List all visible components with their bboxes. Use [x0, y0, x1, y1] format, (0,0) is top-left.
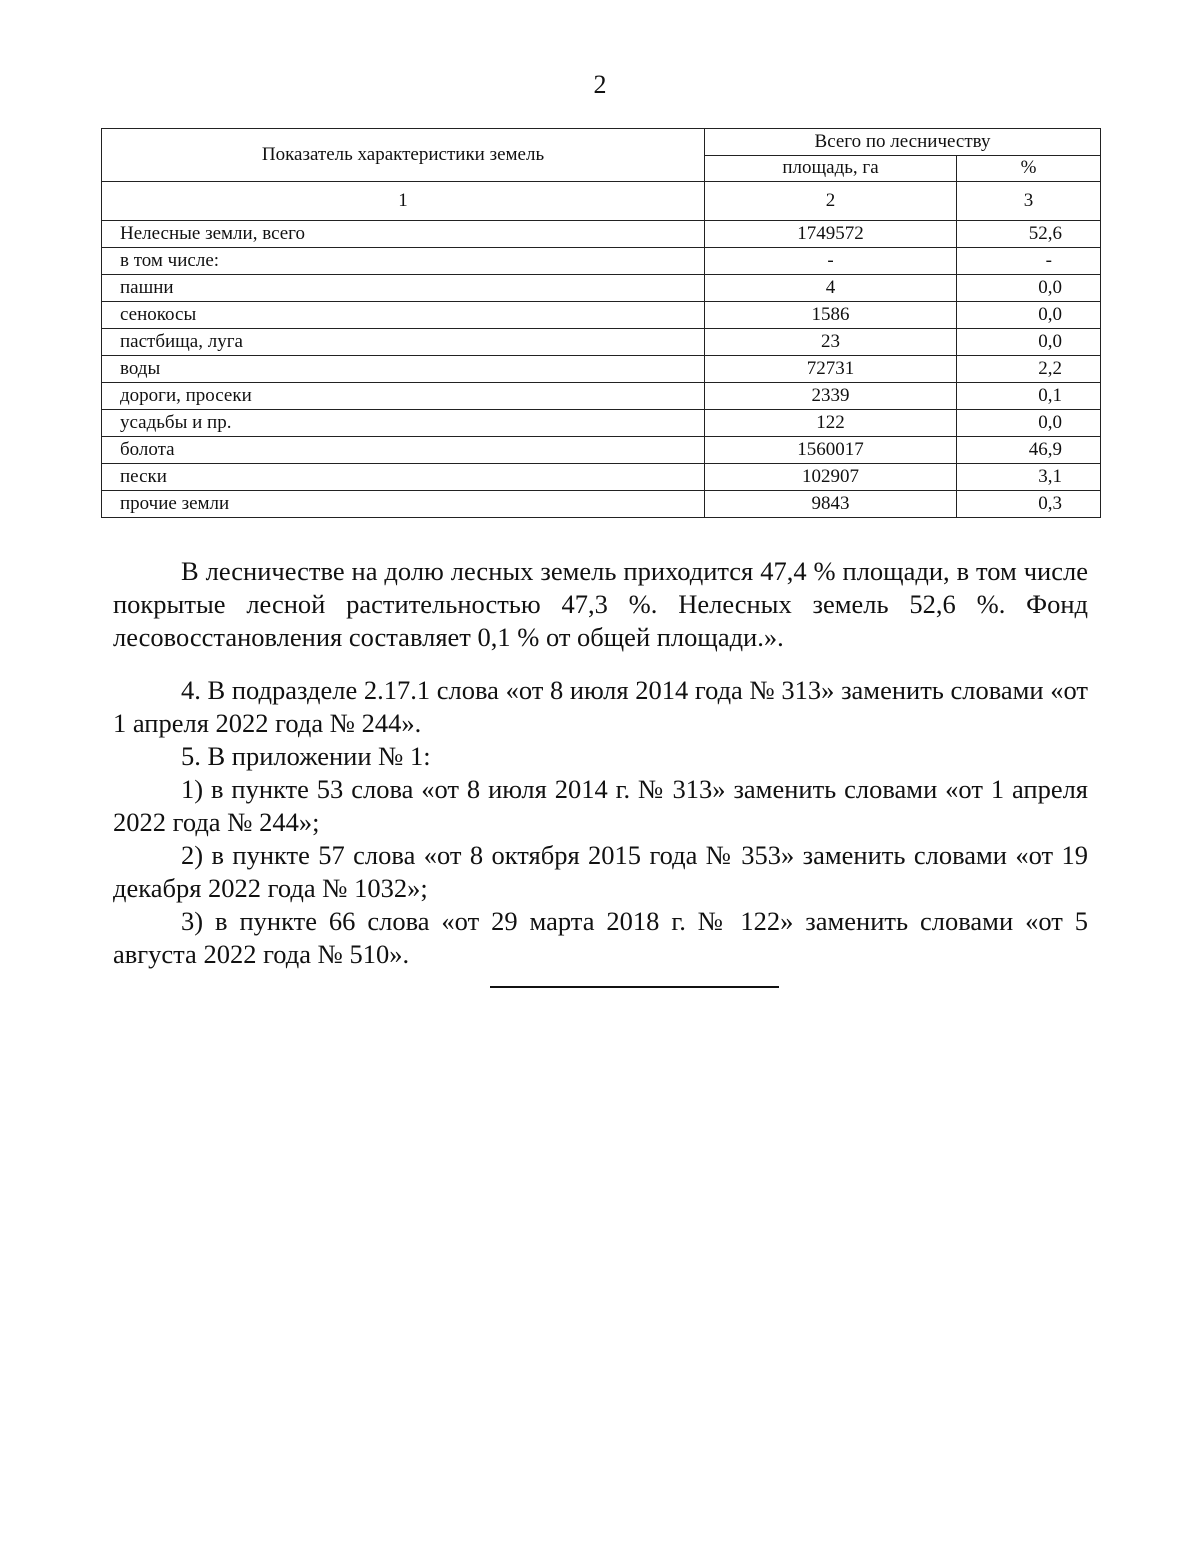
row-name: пашни	[102, 275, 705, 302]
row-percent: 0,0	[957, 275, 1101, 302]
page-number: 2	[593, 70, 607, 99]
row-area: -	[705, 248, 957, 275]
paragraph-item-4: 4. В подразделе 2.17.1 слова «от 8 июля 2014 года № 313» заменить словами «от 1 апреля 2022 года № 244».	[113, 675, 1088, 738]
row-name: пески	[102, 464, 705, 491]
row-percent: 0,0	[957, 410, 1101, 437]
column-number-2: 2	[705, 182, 957, 221]
row-area: 23	[705, 329, 957, 356]
row-name: воды	[102, 356, 705, 383]
table-row	[102, 491, 1101, 518]
row-percent: 46,9	[957, 437, 1101, 464]
row-area: 72731	[705, 356, 957, 383]
row-percent: 0,3	[957, 491, 1101, 518]
row-name: прочие земли	[102, 491, 705, 518]
table-row	[102, 437, 1101, 464]
table-row	[102, 410, 1101, 437]
row-percent: -	[957, 248, 1101, 275]
row-area: 122	[705, 410, 957, 437]
row-area: 4	[705, 275, 957, 302]
header-indicator: Показатель характеристики земель	[102, 129, 705, 182]
table-row	[102, 248, 1101, 275]
row-area: 1586	[705, 302, 957, 329]
header-area: площадь, га	[705, 155, 957, 182]
document-body	[113, 555, 1088, 971]
row-name: в том числе:	[102, 248, 705, 275]
table-row	[102, 275, 1101, 302]
row-area: 9843	[705, 491, 957, 518]
table-row	[102, 221, 1101, 248]
row-name: болота	[102, 437, 705, 464]
table-row	[102, 464, 1101, 491]
row-percent: 0,1	[957, 383, 1101, 410]
paragraph-subitem-1: 1) в пункте 53 слова «от 8 июля 2014 г. № 313» заменить словами «от 1 апреля 2022 года № 244»;	[113, 774, 1088, 837]
row-percent: 52,6	[957, 221, 1101, 248]
row-name: Нелесные земли, всего	[102, 221, 705, 248]
header-percent: %	[957, 155, 1101, 182]
header-total-group: Всего по лесничеству	[705, 129, 1101, 156]
row-percent: 2,2	[957, 356, 1101, 383]
row-area: 1560017	[705, 437, 957, 464]
paragraph-subitem-2: 2) в пункте 57 слова «от 8 октября 2015 года № 353» заменить словами «от 19 декабря 2022 года № 1032»;	[113, 840, 1088, 903]
row-area: 1749572	[705, 221, 957, 248]
paragraph-item-5: 5. В приложении № 1:	[181, 741, 431, 771]
row-percent: 3,1	[957, 464, 1101, 491]
land-characteristics-table	[101, 128, 1101, 518]
column-number-3: 3	[957, 182, 1101, 221]
table-row	[102, 356, 1101, 383]
row-percent: 0,0	[957, 302, 1101, 329]
paragraph-subitem-3: 3) в пункте 66 слова «от 29 марта 2018 г. № 122» заменить словами «от 5 августа 2022 года № 510».	[113, 906, 1088, 969]
row-name: пастбища, луга	[102, 329, 705, 356]
row-name: сенокосы	[102, 302, 705, 329]
row-area: 2339	[705, 383, 957, 410]
row-percent: 0,0	[957, 329, 1101, 356]
table-row	[102, 383, 1101, 410]
table-row	[102, 302, 1101, 329]
column-number-1: 1	[102, 182, 705, 221]
end-rule	[490, 986, 779, 988]
row-name: усадьбы и пр.	[102, 410, 705, 437]
row-area: 102907	[705, 464, 957, 491]
table-row	[102, 329, 1101, 356]
row-name: дороги, просеки	[102, 383, 705, 410]
paragraph-forest-share: В лесничестве на долю лесных земель приходится 47,4 % площади, в том числе покрытые лесной растительностью 47,3 %. Нелесных земель 52,6 %. Фонд лесовосстановления составляет 0,1 % от общей площади.».	[113, 556, 1088, 652]
